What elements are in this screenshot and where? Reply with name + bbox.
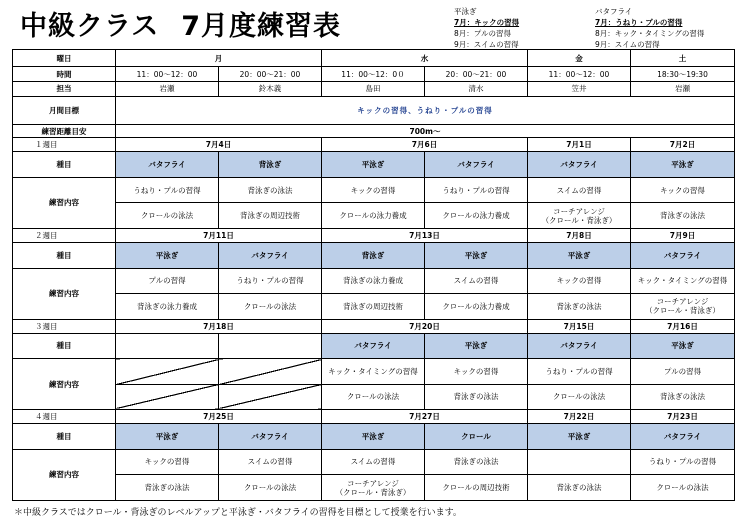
drill-item (219, 359, 322, 385)
time-slot: 11：00～12：00 (116, 67, 219, 82)
breaststroke-notes (454, 6, 519, 50)
weekday-label: 曜日 (13, 50, 116, 67)
drill-item: 背泳ぎの泳法 (425, 449, 528, 475)
coach-name: 鈴木義 (219, 81, 322, 96)
stroke-cell: バタフライ (322, 333, 425, 359)
stroke-cell (219, 333, 322, 359)
drill-item: 背泳ぎの周辺技術 (219, 203, 322, 229)
page-title (20, 4, 341, 43)
drill-item: クロールの泳法 (631, 475, 735, 501)
time-slot: 20：00～21：00 (425, 67, 528, 82)
day-fri: 金 (528, 50, 631, 67)
drill-item: クロールの泳法 (219, 475, 322, 501)
stroke-cell: 平泳ぎ (631, 152, 735, 178)
drill-item: 背泳ぎの泳法 (425, 384, 528, 410)
day-sat: 土 (631, 50, 735, 67)
stroke-cell: 平泳ぎ (425, 242, 528, 268)
week-label: ３週目 (13, 319, 116, 333)
stroke-cell: 平泳ぎ (425, 333, 528, 359)
butterfly-notes (595, 6, 704, 50)
stroke-cell: バタフライ (528, 152, 631, 178)
notes-item: 7月：うねり・プルの習得 (595, 18, 683, 27)
day-wed: 水 (322, 50, 528, 67)
stroke-cell: 平泳ぎ (116, 424, 219, 450)
session-date: 7月13日 (322, 229, 528, 243)
drill-item: 背泳ぎの泳法 (631, 384, 735, 410)
stroke-cell: 平泳ぎ (528, 424, 631, 450)
distance-target: 700m～ (116, 124, 735, 138)
drill-item: キック・タイミングの習得 (631, 268, 735, 294)
session-date: 7月15日 (528, 319, 631, 333)
session-date: 7月23日 (631, 410, 735, 424)
drill-item: コーチアレンジ （クロール・背泳ぎ） (631, 294, 735, 320)
week-label: ２週目 (13, 229, 116, 243)
notes-item: 8月：プルの習得 (454, 29, 511, 38)
stroke-cell (116, 333, 219, 359)
drill-item: うねり・プルの習得 (631, 449, 735, 475)
stroke-cell: 平泳ぎ (631, 333, 735, 359)
notes-heading: 平泳ぎ (454, 7, 477, 16)
drill-item: プルの習得 (116, 268, 219, 294)
week-label: ４週目 (13, 410, 116, 424)
day-mon: 月 (116, 50, 322, 67)
time-slot: 11：00～12：0０ (322, 67, 425, 82)
session-date: 7月11日 (116, 229, 322, 243)
class-name: 中級クラス (20, 11, 160, 42)
drill-item: クロールの泳力養成 (425, 294, 528, 320)
session-date: 7月27日 (322, 410, 528, 424)
month-title: 7月度練習表 (181, 11, 341, 42)
drill-item: うねり・プルの習得 (528, 359, 631, 385)
drill-item: 背泳ぎの泳法 (528, 475, 631, 501)
drill-item: スイムの習得 (425, 268, 528, 294)
goal-label: 月間目標 (13, 96, 116, 124)
stroke-cell: バタフライ (631, 424, 735, 450)
notes-item: 9月：スイムの習得 (454, 40, 519, 49)
drill-item: クロールの泳法 (116, 203, 219, 229)
drill-label: 練習内容 (13, 449, 116, 500)
notes-item: 9月：スイムの習得 (595, 40, 660, 49)
distance-label: 練習距離目安 (13, 124, 116, 138)
notes-item: 8月：キック・タイミングの習得 (595, 29, 705, 38)
drill-label: 練習内容 (13, 359, 116, 410)
session-date: 7月6日 (322, 138, 528, 152)
drill-item: うねり・プルの習得 (425, 177, 528, 203)
stroke-cell: 平泳ぎ (322, 152, 425, 178)
drill-item: 背泳ぎの泳法 (219, 177, 322, 203)
monthly-goal: キックの習得、うねり・プルの習得 (116, 96, 735, 124)
session-date: 7月1日 (528, 138, 631, 152)
week-label: １週目 (13, 138, 116, 152)
time-slot: 11：00～12：00 (528, 67, 631, 82)
drill-item: 背泳ぎの泳力養成 (322, 268, 425, 294)
drill-item: コーチアレンジ （クロール・背泳ぎ） (528, 203, 631, 229)
stroke-cell: 背泳ぎ (219, 152, 322, 178)
stroke-cell: バタフライ (631, 242, 735, 268)
drill-item: キックの習得 (425, 359, 528, 385)
coach-name: 岩瀬 (631, 81, 735, 96)
drill-item: プルの習得 (631, 359, 735, 385)
drill-item: キックの習得 (528, 268, 631, 294)
stroke-label: 種目 (13, 152, 116, 178)
stroke-label: 種目 (13, 333, 116, 359)
drill-item: クロールの周辺技術 (425, 475, 528, 501)
drill-item: キック・タイミングの習得 (322, 359, 425, 385)
coach-name: 清水 (425, 81, 528, 96)
session-date: 7月25日 (116, 410, 322, 424)
drill-item: クロールの泳法 (528, 384, 631, 410)
drill-item: 背泳ぎの周辺技術 (322, 294, 425, 320)
drill-label: 練習内容 (13, 268, 116, 319)
stroke-cell: 背泳ぎ (322, 242, 425, 268)
drill-item (528, 449, 631, 475)
session-date: 7月4日 (116, 138, 322, 152)
session-date: 7月8日 (528, 229, 631, 243)
drill-item: キックの習得 (116, 449, 219, 475)
coach-label: 担当 (13, 81, 116, 96)
drill-label: 練習内容 (13, 177, 116, 228)
session-date: 7月2日 (631, 138, 735, 152)
drill-item: 背泳ぎの泳法 (116, 475, 219, 501)
stroke-cell: バタフライ (528, 333, 631, 359)
session-date: 7月16日 (631, 319, 735, 333)
drill-item: スイムの習得 (322, 449, 425, 475)
stroke-cell: バタフライ (116, 152, 219, 178)
notes-heading: バタフライ (595, 7, 633, 16)
drill-item: 背泳ぎの泳力養成 (116, 294, 219, 320)
drill-item: コーチアレンジ （クロール・背泳ぎ） (322, 475, 425, 501)
coach-name: 笠井 (528, 81, 631, 96)
drill-item: うねり・プルの習得 (116, 177, 219, 203)
stroke-cell: 平泳ぎ (322, 424, 425, 450)
stroke-label: 種目 (13, 424, 116, 450)
drill-item (116, 359, 219, 385)
stroke-cell: バタフライ (219, 242, 322, 268)
stroke-cell: バタフライ (219, 424, 322, 450)
notes-item: 7月：キックの習得 (454, 18, 520, 27)
coach-name: 岩瀬 (116, 81, 219, 96)
time-slot: 18:30～19:30 (631, 67, 735, 82)
stroke-cell: 平泳ぎ (528, 242, 631, 268)
drill-item: スイムの習得 (219, 449, 322, 475)
drill-item: 背泳ぎの泳法 (528, 294, 631, 320)
drill-item: スイムの習得 (528, 177, 631, 203)
drill-item (116, 384, 219, 410)
stroke-cell: バタフライ (425, 152, 528, 178)
drill-item: キックの習得 (631, 177, 735, 203)
stroke-label: 種目 (13, 242, 116, 268)
time-label: 時間 (13, 67, 116, 82)
footer-note: ＊中級クラスではクロール・背泳ぎのレベルアップと平泳ぎ・バタフライの習得を目標として授業を行います。 (14, 508, 462, 518)
time-slot: 20：00～21：00 (219, 67, 322, 82)
drill-item: クロールの泳力養成 (322, 203, 425, 229)
schedule-table (12, 49, 735, 501)
session-date: 7月9日 (631, 229, 735, 243)
drill-item: うねり・プルの習得 (219, 268, 322, 294)
session-date: 7月22日 (528, 410, 631, 424)
drill-item (219, 384, 322, 410)
stroke-cell: 平泳ぎ (116, 242, 219, 268)
session-date: 7月18日 (116, 319, 322, 333)
drill-item: クロールの泳法 (322, 384, 425, 410)
coach-name: 島田 (322, 81, 425, 96)
drill-item: キックの習得 (322, 177, 425, 203)
session-date: 7月20日 (322, 319, 528, 333)
drill-item: クロールの泳力養成 (425, 203, 528, 229)
stroke-cell: クロール (425, 424, 528, 450)
drill-item: クロールの泳法 (219, 294, 322, 320)
drill-item: 背泳ぎの泳法 (631, 203, 735, 229)
